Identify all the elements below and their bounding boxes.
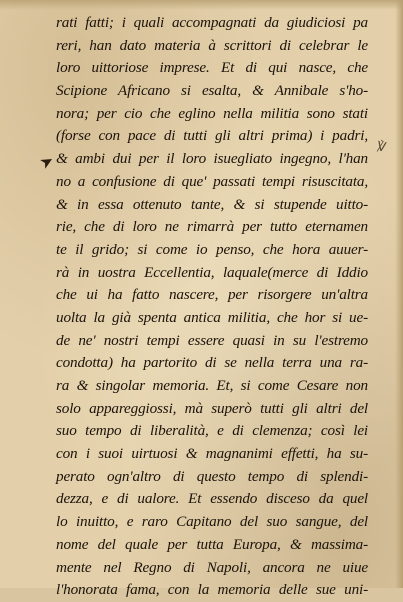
page-edge-right: [395, 0, 403, 588]
page-edge-top: [0, 0, 403, 10]
text-line: reri, han dato materia à scrittori di celebrar le: [56, 36, 368, 54]
text-line: mente nel Regno di Napoli, ancora ne uiue: [56, 558, 368, 576]
margin-annotation-mark: ℣: [375, 139, 388, 156]
text-line: nora; per cio che eglino nella militia sono stati: [56, 104, 368, 122]
text-line: condotta) ha partorito di se nella terra una ra-: [56, 354, 368, 372]
text-line: suo tempo di liberalità, e di clemenza; così lei: [56, 422, 368, 440]
text-line: rie, che di loro ne rimarrà per tutto eternamen: [56, 218, 368, 236]
text-line: de ne' nostri tempi essere quasi in su l'estremo: [56, 331, 368, 349]
text-line: con i suoi uirtuosi & magnanimi effetti, ha su-: [56, 445, 368, 463]
text-line: rà in uostra Eccellentia, laquale(merce di Iddio: [56, 263, 368, 281]
text-line: uolta la già spenta antica militia, che hor si ue-: [56, 308, 368, 326]
text-line: no a confusione di que' passati tempi risuscitata,: [56, 172, 368, 190]
text-line: & in essa ottenuto tante, & si stupende uitto-: [56, 195, 368, 213]
text-line: solo appareggiossi, mà superò tutti gli altri del: [56, 399, 368, 417]
text-line: (forse con pace di tutti gli altri prima) i padri,: [56, 127, 368, 145]
text-line: & ambi dui per il loro isuegliato ingegno, l'han: [56, 150, 368, 168]
text-line: lo inuitto, e raro Capitano del suo sangue, del: [56, 513, 368, 531]
text-line: loro uittoriose imprese. Et di qui nasce, che: [56, 59, 368, 77]
text-line: l'honorata fama, con la memoria delle sue uni-: [56, 581, 368, 599]
text-line: te il grido; si come io penso, che hora auuer-: [56, 240, 368, 258]
text-line: perato ogn'altro di questo tempo di splendi-: [56, 467, 368, 485]
text-line: ra & singolar memoria. Et, si come Cesare non: [56, 377, 368, 394]
margin-pointer-mark: ➤: [36, 149, 58, 174]
text-line: dezza, e di ualore. Et essendo disceso da quel: [56, 490, 368, 508]
text-line: Scipione Africano si esalta, & Annibale s'ho-: [56, 82, 368, 100]
text-line: che ui ha fatto nascere, per risorgere un'altra: [56, 286, 368, 304]
body-text: [56, 12, 368, 602]
text-line: rati fatti; i quali accompagnati da giudiciosi pa: [56, 14, 368, 31]
text-line: nome del quale per tutta Europa, & massima-: [56, 535, 368, 553]
